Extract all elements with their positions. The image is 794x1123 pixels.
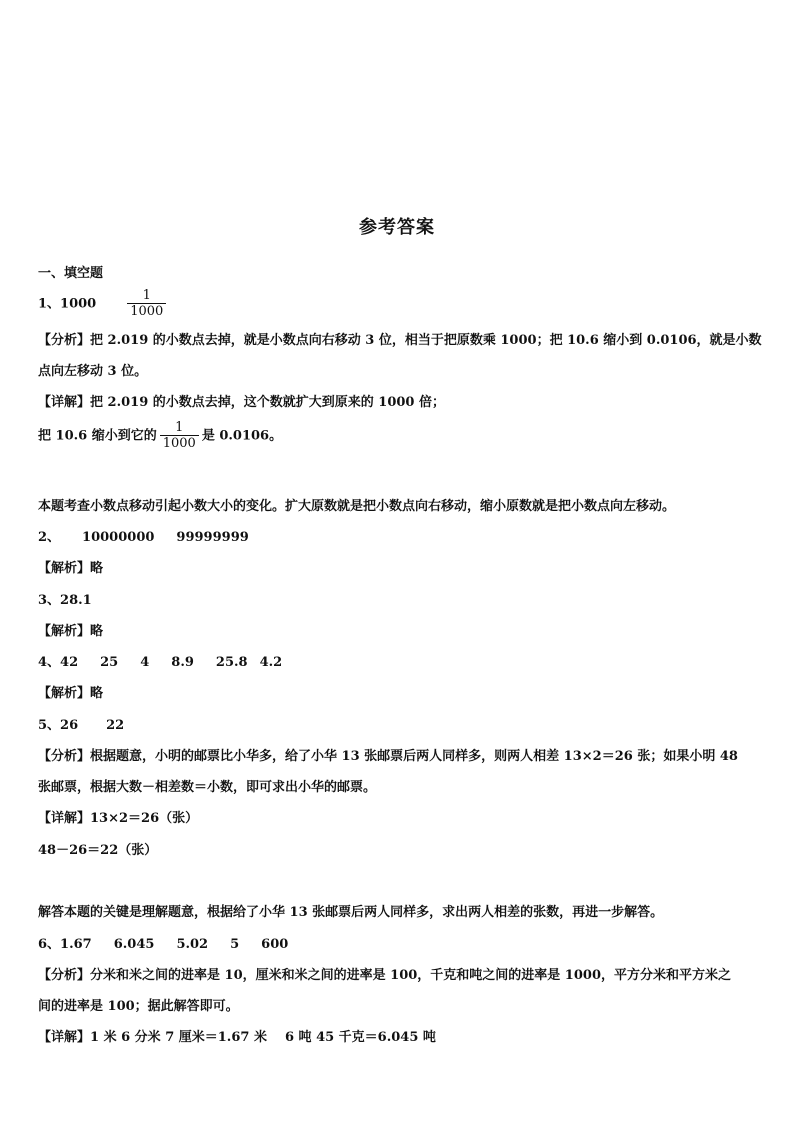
q1-analysis-line-1: 【分析】把 2.019 的小数点去掉，就是小数点向右移动 3 位，相当于把原数乘 1000；把 10.6 缩小到 0.0106，就是小数 [38,333,762,348]
q6-analysis-line-2: 间的进率是 100；据此解答即可。 [38,999,239,1014]
fraction: $\frac{1}{1000}$ [160,420,199,452]
q3-note: 【解析】略 [38,624,104,639]
q4-note: 【解析】略 [38,686,104,701]
q3-answer: 3、28.1 [38,593,92,608]
q5-analysis-line-2: 张邮票，根据大数－相差数＝小数，即可求出小华的邮票。 [38,780,377,795]
q1-analysis-line-2: 点向左移动 3 位。 [38,364,148,379]
q1-detail-line-2: 把 10.6 缩小到它的 $\frac{1}{1000}$ 是 0.0106。 [38,420,283,451]
section-heading: 一、填空题 [38,266,104,281]
q6-answer: 6、1.67 6.045 5.02 5 600 [38,937,289,952]
q1-detail-line-1: 【详解】把 2.019 的小数点去掉，这个数就扩大到原来的 1000 倍； [38,395,445,410]
fraction: $\frac{1}{1000}$ [127,288,166,320]
q4-answer: 4、42 25 4 8.9 25.8 4.2 [38,655,283,670]
page-title: 参考答案 [359,217,435,238]
q5-summary: 解答本题的关键是理解题意，根据给了小华 13 张邮票后两人同样多，求出两人相差的张数，再进一步解答。 [38,905,664,920]
q6-analysis-line-1: 【分析】分米和米之间的进率是 10，厘米和米之间的进率是 100，千克和吨之间的进率是 1000，平方分米和平方米之 [38,968,731,983]
q2-answer: 2、 10000000 99999999 [38,530,249,545]
q5-answer: 5、26 22 [38,718,125,733]
q1-summary: 本题考查小数点移动引起小数大小的变化。扩大原数就是把小数点向右移动，缩小原数就是把小数点向左移动。 [38,499,676,514]
q5-analysis-line-1: 【分析】根据题意，小明的邮票比小华多，给了小华 13 张邮票后两人同样多，则两人相差 13×2＝26 张；如果小明 48 [38,749,738,764]
q5-detail-line-1: 【详解】13×2＝26（张） [38,811,199,826]
q1-label: 1、1000 [38,296,97,312]
q5-detail-line-2: 48－26＝22（张） [38,843,158,858]
q2-note: 【解析】略 [38,561,104,576]
q1-answer [38,288,169,320]
q6-detail-line-1: 【详解】1 米 6 分米 7 厘米＝1.67 米 6 吨 45 千克＝6.045 吨 [38,1030,436,1045]
